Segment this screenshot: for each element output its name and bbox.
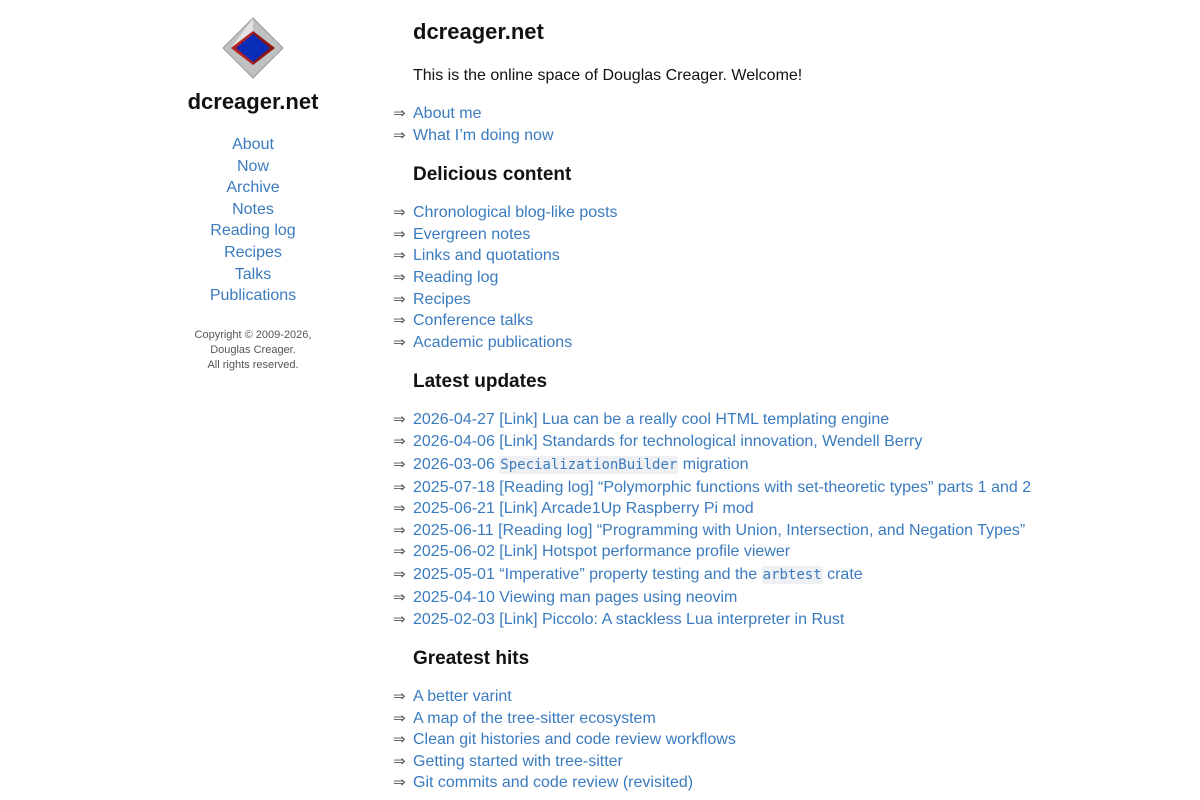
content-link[interactable]: Links and quotations [413, 247, 560, 265]
copyright-notice [153, 328, 353, 373]
now-link[interactable]: What I’m doing now [413, 126, 554, 144]
sidebar-item-about[interactable]: About [232, 136, 274, 153]
arrow-icon: ⇒ [393, 477, 406, 496]
section-heading-updates: Latest updates [413, 371, 548, 393]
list-item [393, 332, 1153, 354]
hit-link[interactable]: A better varint [413, 688, 512, 706]
list-item [393, 431, 1153, 453]
copyright-line: Douglas Creager. [210, 343, 296, 356]
list-item [393, 453, 1153, 477]
content-link[interactable]: Evergreen notes [413, 225, 531, 243]
update-link[interactable]: 2025-07-18 [Reading log] “Polymorphic functions with set-theoretic types” parts 1 and 2 [413, 478, 1032, 496]
logo-link[interactable] [153, 17, 353, 79]
list-item [393, 609, 1153, 631]
arrow-icon: ⇒ [393, 520, 406, 539]
about-me-link[interactable]: About me [413, 105, 482, 122]
hits-list [393, 686, 1153, 794]
list-item [393, 103, 1153, 125]
arrow-icon: ⇒ [393, 410, 406, 429]
content-list [393, 202, 1153, 353]
inline-code: SpecializationBuilder [500, 456, 678, 473]
update-link[interactable]: 2026-04-06 [Link] Standards for technological innovation, Wendell Berry [413, 432, 923, 450]
content-link[interactable]: Chronological blog-like posts [413, 204, 618, 222]
sidebar-item-archive[interactable]: Archive [226, 179, 280, 197]
update-link-text: 2026-03-06 [413, 455, 500, 473]
update-link[interactable]: 2025-02-03 [Link] Piccolo: A stackless Lua interpreter in Rust [413, 610, 845, 628]
intro-text: This is the online space of Douglas Creager. Welcome! [413, 67, 803, 84]
list-item [393, 563, 1153, 587]
sidebar-item-talks[interactable]: Talks [234, 265, 272, 283]
list-item [393, 498, 1153, 520]
inline-code: arbtest [762, 566, 822, 583]
list-item [393, 125, 1153, 147]
copyright-line: All rights reserved. [207, 358, 299, 371]
copyright-line: Copyright © 2009-2026, [194, 328, 312, 341]
updates-list [393, 409, 1153, 630]
list-item [393, 520, 1153, 542]
sidebar-item-recipes[interactable]: Recipes [224, 243, 282, 261]
content-link[interactable]: Academic publications [413, 333, 573, 351]
arrow-icon: ⇒ [393, 431, 406, 450]
list-item [393, 541, 1153, 563]
arrow-icon: ⇒ [393, 224, 406, 243]
arrow-icon: ⇒ [393, 542, 406, 561]
sidebar-nav [153, 134, 353, 307]
site-title[interactable]: dcreager.net [187, 89, 319, 114]
list-item [393, 245, 1153, 267]
hit-link[interactable]: Git commits and code review (revisited) [413, 774, 694, 792]
arrow-icon: ⇒ [393, 332, 406, 351]
arrow-icon: ⇒ [393, 751, 406, 770]
update-link[interactable]: 2025-04-10 Viewing man pages using neovim [413, 588, 738, 606]
top-links-list [393, 103, 1153, 146]
sidebar-item-now[interactable]: Now [236, 157, 269, 175]
section-heading-content: Delicious content [413, 164, 572, 186]
update-link-text: crate [822, 565, 863, 583]
sidebar [153, 17, 353, 373]
arrow-icon: ⇒ [393, 587, 406, 606]
arrow-icon: ⇒ [393, 104, 406, 122]
section-heading-hits: Greatest hits [413, 648, 530, 670]
main-content [393, 16, 1153, 794]
arrow-icon: ⇒ [393, 730, 406, 749]
list-item [393, 409, 1153, 431]
update-link[interactable]: 2025-06-21 [Link] Arcade1Up Raspberry Pi mod [413, 500, 754, 518]
list-item [393, 267, 1153, 289]
hit-link[interactable]: Getting started with tree-sitter [413, 752, 623, 770]
list-item [393, 477, 1153, 499]
update-link[interactable]: 2026-04-27 [Link] Lua can be a really cool HTML templating engine [413, 411, 890, 429]
list-item [393, 310, 1153, 332]
list-item [393, 224, 1153, 246]
arrow-icon: ⇒ [393, 708, 406, 727]
update-link-text: migration [678, 455, 749, 473]
arrow-icon: ⇒ [393, 609, 406, 628]
page-title: dcreager.net [413, 19, 544, 44]
list-item [393, 587, 1153, 609]
content-link[interactable]: Reading log [413, 268, 499, 286]
arrow-icon: ⇒ [393, 687, 406, 706]
arrow-icon: ⇒ [393, 773, 406, 792]
arrow-icon: ⇒ [393, 125, 406, 144]
list-item [393, 202, 1153, 224]
update-link[interactable]: 2025-06-02 [Link] Hotspot performance profile viewer [413, 543, 791, 561]
arrow-icon: ⇒ [393, 454, 406, 473]
arrow-icon: ⇒ [393, 311, 406, 330]
content-link[interactable]: Recipes [413, 290, 471, 308]
arrow-icon: ⇒ [393, 499, 406, 518]
diamond-logo-icon [222, 17, 284, 79]
content-link[interactable]: Conference talks [413, 312, 534, 330]
update-link-text: 2025-05-01 “Imperative” property testing and the [413, 565, 762, 583]
list-item [393, 772, 1153, 794]
arrow-icon: ⇒ [393, 267, 406, 286]
list-item [393, 708, 1153, 730]
sidebar-item-notes[interactable]: Notes [232, 200, 274, 218]
list-item [393, 729, 1153, 751]
arrow-icon: ⇒ [393, 564, 406, 583]
list-item [393, 751, 1153, 773]
list-item [393, 686, 1153, 708]
hit-link[interactable]: Clean git histories and code review workflows [413, 731, 736, 749]
arrow-icon: ⇒ [393, 246, 406, 265]
sidebar-item-reading-log[interactable]: Reading log [210, 222, 296, 240]
arrow-icon: ⇒ [393, 203, 406, 222]
update-link[interactable]: 2025-06-11 [Reading log] “Programming with Union, Intersection, and Negation Types” [413, 521, 1026, 539]
arrow-icon: ⇒ [393, 289, 406, 308]
list-item [393, 289, 1153, 311]
update-link[interactable] [413, 566, 863, 583]
update-link[interactable] [413, 456, 749, 473]
hit-link[interactable]: A map of the tree-sitter ecosystem [413, 709, 656, 727]
sidebar-item-publications[interactable]: Publications [209, 287, 297, 305]
